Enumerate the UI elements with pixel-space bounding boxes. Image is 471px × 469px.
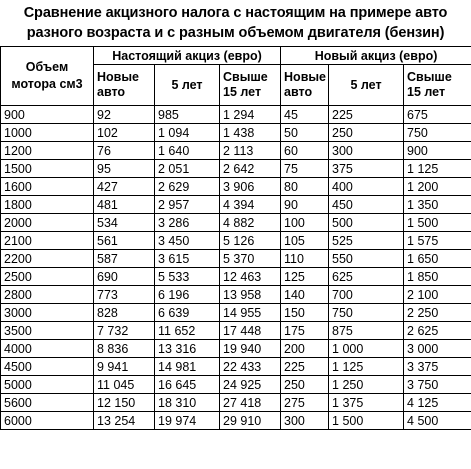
new-new-cars-cell: 275 <box>281 394 329 412</box>
table-body <box>1 106 471 430</box>
current-5-years-cell: 18 310 <box>155 394 220 412</box>
new-over-15-cell: 1 500 <box>404 214 471 232</box>
current-5-years-cell: 6 639 <box>155 304 220 322</box>
engine-volume-cell: 5000 <box>1 376 94 394</box>
table-row <box>1 340 471 358</box>
current-over-15-cell: 14 955 <box>220 304 281 322</box>
new-new-cars-cell: 140 <box>281 286 329 304</box>
new-new-cars-cell: 45 <box>281 106 329 124</box>
new-5-years-cell: 375 <box>329 160 404 178</box>
current-new-cars-cell: 13 254 <box>94 412 155 430</box>
engine-volume-cell: 1500 <box>1 160 94 178</box>
table-row <box>1 286 471 304</box>
new-5-years-cell: 875 <box>329 322 404 340</box>
current-new-cars-cell: 11 045 <box>94 376 155 394</box>
new-over-15-cell: 2 100 <box>404 286 471 304</box>
new-new-cars-cell: 105 <box>281 232 329 250</box>
current-over-15-cell: 12 463 <box>220 268 281 286</box>
new-over-15-cell: 1 850 <box>404 268 471 286</box>
table-row <box>1 142 471 160</box>
engine-volume-cell: 1800 <box>1 196 94 214</box>
current-5-years-cell: 1 094 <box>155 124 220 142</box>
current-new-cars-cell: 828 <box>94 304 155 322</box>
new-5-years-cell: 450 <box>329 196 404 214</box>
new-5-years-cell: 1 250 <box>329 376 404 394</box>
table-row <box>1 304 471 322</box>
excise-comparison-table <box>0 46 471 430</box>
engine-volume-cell: 900 <box>1 106 94 124</box>
current-over-15-cell: 17 448 <box>220 322 281 340</box>
current-excise-header: Настоящий акциз (евро) <box>94 47 281 65</box>
new-new-cars-cell: 225 <box>281 358 329 376</box>
new-new-cars-header <box>281 65 329 106</box>
table-row <box>1 214 471 232</box>
current-5-years-cell: 16 645 <box>155 376 220 394</box>
new-new-cars-cell: 150 <box>281 304 329 322</box>
new-over-15-cell: 1 650 <box>404 250 471 268</box>
table-row <box>1 412 471 430</box>
table-row <box>1 124 471 142</box>
new-over-15-line1: Свыше <box>407 70 452 84</box>
new-5-years-cell: 625 <box>329 268 404 286</box>
current-5-years-cell: 5 533 <box>155 268 220 286</box>
current-5-years-cell: 2 957 <box>155 196 220 214</box>
current-5-years-cell: 19 974 <box>155 412 220 430</box>
engine-volume-cell: 2500 <box>1 268 94 286</box>
table-row <box>1 376 471 394</box>
new-new-cars-cell: 90 <box>281 196 329 214</box>
new-over-15-cell: 4 125 <box>404 394 471 412</box>
current-new-cars-line2: авто <box>97 85 126 99</box>
new-over-15-cell: 900 <box>404 142 471 160</box>
current-new-cars-cell: 534 <box>94 214 155 232</box>
new-over-15-cell: 750 <box>404 124 471 142</box>
table-row <box>1 106 471 124</box>
current-over-15-cell: 24 925 <box>220 376 281 394</box>
table-row <box>1 358 471 376</box>
current-new-cars-cell: 76 <box>94 142 155 160</box>
engine-volume-cell: 2800 <box>1 286 94 304</box>
new-excise-header: Новый акциз (евро) <box>281 47 471 65</box>
engine-volume-cell: 1600 <box>1 178 94 196</box>
engine-volume-cell: 1200 <box>1 142 94 160</box>
current-new-cars-header <box>94 65 155 106</box>
current-5-years-header: 5 лет <box>155 65 220 106</box>
new-new-cars-cell: 250 <box>281 376 329 394</box>
current-5-years-cell: 2 051 <box>155 160 220 178</box>
new-5-years-cell: 1 000 <box>329 340 404 358</box>
engine-volume-cell: 3500 <box>1 322 94 340</box>
new-over-15-cell: 675 <box>404 106 471 124</box>
current-5-years-cell: 6 196 <box>155 286 220 304</box>
new-5-years-cell: 225 <box>329 106 404 124</box>
new-new-cars-line2: авто <box>284 85 313 99</box>
table-row <box>1 250 471 268</box>
current-5-years-cell: 3 286 <box>155 214 220 232</box>
current-5-years-cell: 11 652 <box>155 322 220 340</box>
engine-volume-header <box>1 47 94 106</box>
new-over-15-cell: 1 350 <box>404 196 471 214</box>
current-over-15-cell: 3 906 <box>220 178 281 196</box>
current-over-15-cell: 22 433 <box>220 358 281 376</box>
new-5-years-cell: 700 <box>329 286 404 304</box>
current-over-15-cell: 4 394 <box>220 196 281 214</box>
table-row <box>1 268 471 286</box>
current-new-cars-cell: 95 <box>94 160 155 178</box>
new-5-years-cell: 400 <box>329 178 404 196</box>
current-5-years-cell: 3 615 <box>155 250 220 268</box>
table-row <box>1 232 471 250</box>
table-row <box>1 322 471 340</box>
engine-volume-cell: 3000 <box>1 304 94 322</box>
current-over-15-header <box>220 65 281 106</box>
current-over-15-line2: 15 лет <box>223 85 262 99</box>
engine-volume-cell: 4000 <box>1 340 94 358</box>
engine-volume-cell: 1000 <box>1 124 94 142</box>
current-new-cars-cell: 102 <box>94 124 155 142</box>
new-over-15-cell: 1 200 <box>404 178 471 196</box>
new-over-15-cell: 3 000 <box>404 340 471 358</box>
current-over-15-cell: 4 882 <box>220 214 281 232</box>
current-over-15-cell: 1 438 <box>220 124 281 142</box>
current-5-years-cell: 1 640 <box>155 142 220 160</box>
new-new-cars-cell: 50 <box>281 124 329 142</box>
engine-volume-cell: 5600 <box>1 394 94 412</box>
current-new-cars-line1: Новые <box>97 70 139 84</box>
current-new-cars-cell: 8 836 <box>94 340 155 358</box>
new-over-15-cell: 2 625 <box>404 322 471 340</box>
current-over-15-cell: 5 370 <box>220 250 281 268</box>
new-over-15-cell: 1 125 <box>404 160 471 178</box>
current-new-cars-cell: 427 <box>94 178 155 196</box>
title-line-2: разного возраста и с разным объемом двигателя (бензин) <box>26 25 445 41</box>
current-over-15-cell: 29 910 <box>220 412 281 430</box>
current-5-years-cell: 3 450 <box>155 232 220 250</box>
new-new-cars-cell: 75 <box>281 160 329 178</box>
new-over-15-cell: 3 375 <box>404 358 471 376</box>
new-new-cars-cell: 175 <box>281 322 329 340</box>
current-new-cars-cell: 690 <box>94 268 155 286</box>
engine-volume-cell: 2100 <box>1 232 94 250</box>
new-new-cars-line1: Новые <box>284 70 327 84</box>
current-new-cars-cell: 587 <box>94 250 155 268</box>
table-row <box>1 196 471 214</box>
current-new-cars-cell: 12 150 <box>94 394 155 412</box>
new-5-years-cell: 250 <box>329 124 404 142</box>
new-5-years-cell: 1 375 <box>329 394 404 412</box>
new-over-15-line2: 15 лет <box>407 85 446 99</box>
current-5-years-cell: 13 316 <box>155 340 220 358</box>
current-over-15-cell: 13 958 <box>220 286 281 304</box>
new-5-years-cell: 750 <box>329 304 404 322</box>
current-over-15-cell: 2 642 <box>220 160 281 178</box>
new-over-15-cell: 3 750 <box>404 376 471 394</box>
new-over-15-cell: 1 575 <box>404 232 471 250</box>
current-new-cars-cell: 561 <box>94 232 155 250</box>
engine-volume-header-line1: Объем <box>25 60 69 74</box>
new-new-cars-cell: 110 <box>281 250 329 268</box>
new-5-years-cell: 525 <box>329 232 404 250</box>
title-line-1: Сравнение акцизного налога с настоящим на примере авто <box>23 5 448 21</box>
new-over-15-cell: 4 500 <box>404 412 471 430</box>
current-over-15-cell: 2 113 <box>220 142 281 160</box>
current-5-years-cell: 985 <box>155 106 220 124</box>
table-row <box>1 178 471 196</box>
new-over-15-header <box>404 65 471 106</box>
new-5-years-cell: 1 125 <box>329 358 404 376</box>
engine-volume-cell: 2200 <box>1 250 94 268</box>
engine-volume-header-line2: мотора см3 <box>11 77 83 91</box>
table-row <box>1 394 471 412</box>
current-5-years-cell: 14 981 <box>155 358 220 376</box>
new-new-cars-cell: 125 <box>281 268 329 286</box>
new-5-years-cell: 500 <box>329 214 404 232</box>
engine-volume-cell: 2000 <box>1 214 94 232</box>
new-5-years-cell: 550 <box>329 250 404 268</box>
current-new-cars-cell: 7 732 <box>94 322 155 340</box>
engine-volume-cell: 6000 <box>1 412 94 430</box>
new-new-cars-cell: 100 <box>281 214 329 232</box>
current-over-15-cell: 5 126 <box>220 232 281 250</box>
new-new-cars-cell: 80 <box>281 178 329 196</box>
current-new-cars-cell: 773 <box>94 286 155 304</box>
new-new-cars-cell: 200 <box>281 340 329 358</box>
current-new-cars-cell: 9 941 <box>94 358 155 376</box>
new-5-years-cell: 300 <box>329 142 404 160</box>
current-new-cars-cell: 481 <box>94 196 155 214</box>
new-new-cars-cell: 300 <box>281 412 329 430</box>
current-over-15-cell: 27 418 <box>220 394 281 412</box>
current-over-15-cell: 1 294 <box>220 106 281 124</box>
new-5-years-header: 5 лет <box>329 65 404 106</box>
current-new-cars-cell: 92 <box>94 106 155 124</box>
page-title <box>0 0 471 46</box>
current-over-15-cell: 19 940 <box>220 340 281 358</box>
current-5-years-cell: 2 629 <box>155 178 220 196</box>
table-row <box>1 160 471 178</box>
new-over-15-cell: 2 250 <box>404 304 471 322</box>
new-new-cars-cell: 60 <box>281 142 329 160</box>
engine-volume-cell: 4500 <box>1 358 94 376</box>
new-5-years-cell: 1 500 <box>329 412 404 430</box>
current-over-15-line1: Свыше <box>223 70 268 84</box>
